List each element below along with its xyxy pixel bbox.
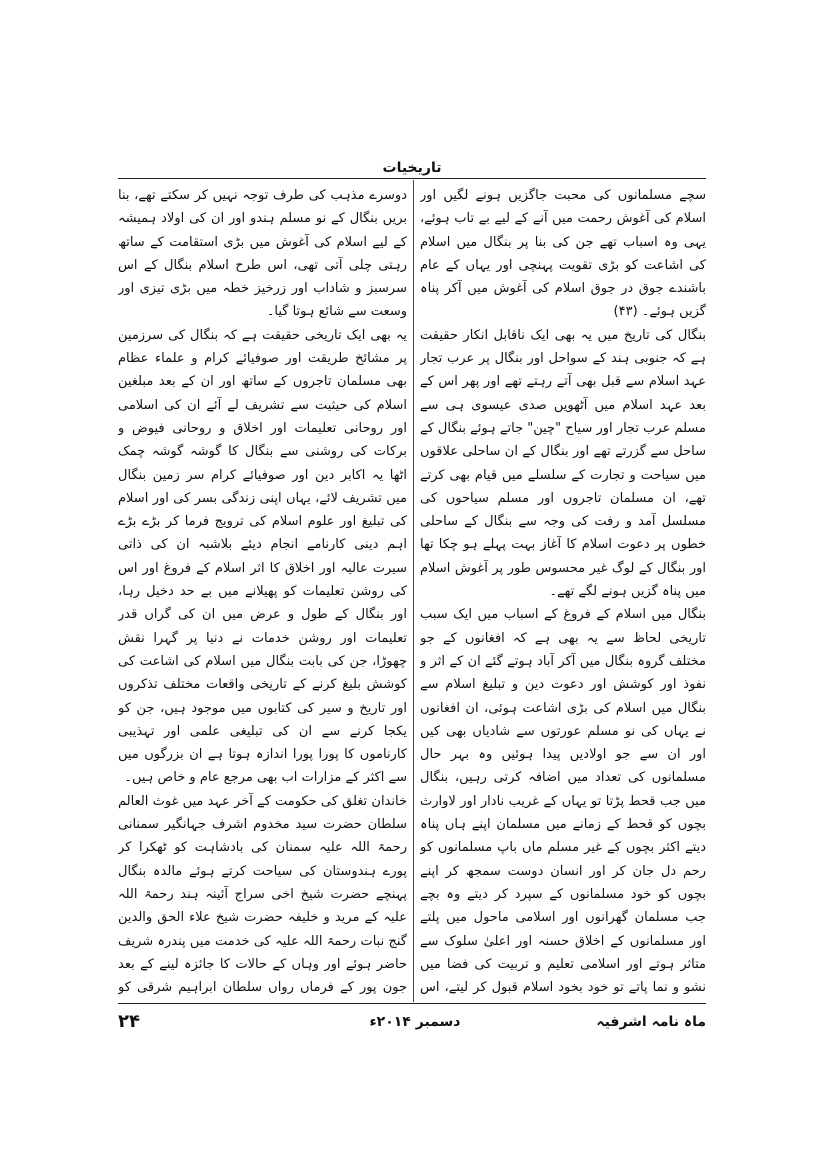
left-column [118, 184, 407, 1000]
page-number: ۲۴ [118, 1011, 140, 1032]
paragraph: بنگال میں اسلام کے فروغ کے اسباب میں ایک سبب تاریخی لحاظ سے یہ بھی ہے کہ افغانوں کے جو مختلف گروہ بنگال میں آکر آباد ہوتے گئے ان کے اثر و نفوذ اور کوشش اور دعوت دین و تبلیغ اسلام سے بنگال میں اسلام کی بڑی اشاعت ہوئی، ان افغانوں نے یہاں کی نو مسلم عورتوں سے شادیاں بھی کیں اور ان سے جو اولادیں پیدا ہوئیں وہ بہر حال مسلمانوں کی تعداد میں اضافہ کرتی رہیں، بنگال میں جب قحط پڑتا تو یہاں کے غریب نادار اور لاوارث بچوں کو قحط کے زمانے میں مسلمان اپنے ہاں پناہ دیتے اکثر بچوں کے غیر مسلم ماں باپ مسلمانوں کو رحم دل جان کر اور انسان دوست سمجھ کر اپنے بچوں کو خود مسلمانوں کے سپرد کر دیتے وہ بچے جب مسلمان گھرانوں اور اسلامی ماحول میں پلتے اور مسلمانوں کے اخلاق حسنہ اور اعلیٰ سلوک سے متاثر ہوتے اور اسلامی تعلیم و تربیت کی فضا میں نشو و نما پاتے تو خود بخود اسلام قبول کر لیتے، اس [420, 607, 706, 996]
paragraph: سچے مسلمانوں کی محبت جاگزیں ہونے لگیں اور اسلام کی آغوش رحمت میں آنے کے لیے بے تاب ہوئے، یہی وہ اسباب تھے جن کی بنا پر بنگال میں اسلام کی اشاعت کو بڑی تقویت پہنچی اور یہاں کے عام باشندے جوق در جوق اسلام کی آغوش میں آکر پناہ گزیں ہوئے۔ (۴۳) [420, 188, 706, 320]
paragraph: خاندان تغلق کی حکومت کے آخر عہد میں غوث العالم سلطان حضرت سید مخدوم اشرف جہانگیر سمنانی رحمۃ اللہ علیہ سمنان کی بادشاہت کو ٹھکرا کر پورے ہندوستان کی سیاحت کرتے ہوئے مالدہ بنگال پہنچے حضرت شیخ اخی سراج آئینہ ہند رحمۃ اللہ علیہ کے مرید و خلیفہ حضرت شیخ علاء الحق والدین گنج نبات رحمۃ اللہ علیہ کی خدمت میں پندرہ شریف حاضر ہوئے اور وہاں کے حالات کا جائزہ لینے کے بعد جون پور کے فرماں رواں سلطان ابراہیم شرقی کو [118, 793, 407, 996]
column-divider [413, 180, 414, 1002]
paragraph: دوسرے مذہب کی طرف توجہ نہیں کر سکتے تھے، بنا بریں بنگال کے نو مسلم ہندو اور ان کی اولاد ہمیشہ کے لیے اسلام کی آغوش میں بڑی استقامت کے ساتھ رہتی چلی آتی تھی، اس طرح اسلام بنگال کے اس سرسبز و شاداب اور زرخیز خطہ میں بڑی تیزی اور وسعت سے شائع ہوتا گیا۔ [118, 188, 407, 320]
footer-rule [118, 1003, 706, 1004]
issue-date: دسمبر ۲۰۱۴ء [369, 1014, 461, 1030]
paragraph: بنگال کی تاریخ میں یہ بھی ایک ناقابل انکار حقیقت ہے کہ جنوبی ہند کے سواحل اور بنگال پر عرب تجار عہد اسلام سے قبل بھی آتے رہتے تھے اور پھر اس کے بعد عہد اسلام میں آٹھویں صدی عیسوی ہی سے مسلم عرب تجار اور سیاح "چین" جاتے ہوئے بنگال کے ساحل سے گزرتے تھے اور بنگال کے ان ساحلی علاقوں میں سیاحت و تجارت کے سلسلے میں قیام بھی کرتے تھے، ان مسلمان تاجروں اور مسلم سیاحوں کی مسلسل آمد و رفت کی وجہ سے بنگال کے ساحلی خطوں پر دعوت اسلام کا آغاز بہت پہلے ہو چکا تھا اور بنگال کے لوگ غیر محسوس طور پر آغوش اسلام میں پناہ گزیں ہونے لگے تھے۔ [420, 327, 706, 600]
paragraph: یہ بھی ایک تاریخی حقیقت ہے کہ بنگال کی سرزمین پر مشائخ طریقت اور صوفیائے کرام و علماء عظام بھی مسلمان تاجروں کے ساتھ اور ان کے بعد مبلغین اسلام کی حیثیت سے تشریف لے آئے ان کی اسلامی اور روحانی تعلیمات اور اخلاق و روحانی فیوض و برکات کی روشنی سے بنگال کا گوشہ گوشہ چمک اٹھا یہ اکابر دین اور صوفیائے کرام سر زمین بنگال میں تشریف لائے، یہاں اپنی زندگی بسر کی اور اسلام کی تبلیغ اور علوم اسلام کی ترویج فرما کر بڑے بڑے اہم دینی کارنامے انجام دیئے بلاشبہ ان کی ذاتی سیرت عالیہ اور اخلاق کا اثر اسلام کے فروغ اور اس کی روشن تعلیمات کو پھیلانے میں بے حد دخیل رہا، اور بنگال کے طول و عرض میں ان کی گراں قدر تعلیمات اور روشن خدمات نے دنیا پر گہرا نقش چھوڑا، جن کی بابت بنگال میں اسلام کی اشاعت کی کوشش بلیغ کرنے کے تاریخی واقعات مختلف تذکروں اور تاریخ و سیر کی کتابوں میں موجود ہیں، جن کو یکجا کرنے سے ان کی تبلیغی علمی اور تہذیبی کارناموں کا پورا پورا اندازہ ہوتا ہے ان بزرگوں میں سے اکثر کے مزارات اب بھی مرجع عام و خاص ہیں۔ [118, 327, 407, 786]
right-column [420, 184, 706, 1000]
header-rule [118, 178, 706, 179]
section-header: تاریخیات [382, 160, 442, 176]
magazine-title: ماہ نامہ اشرفیہ [596, 1014, 706, 1030]
